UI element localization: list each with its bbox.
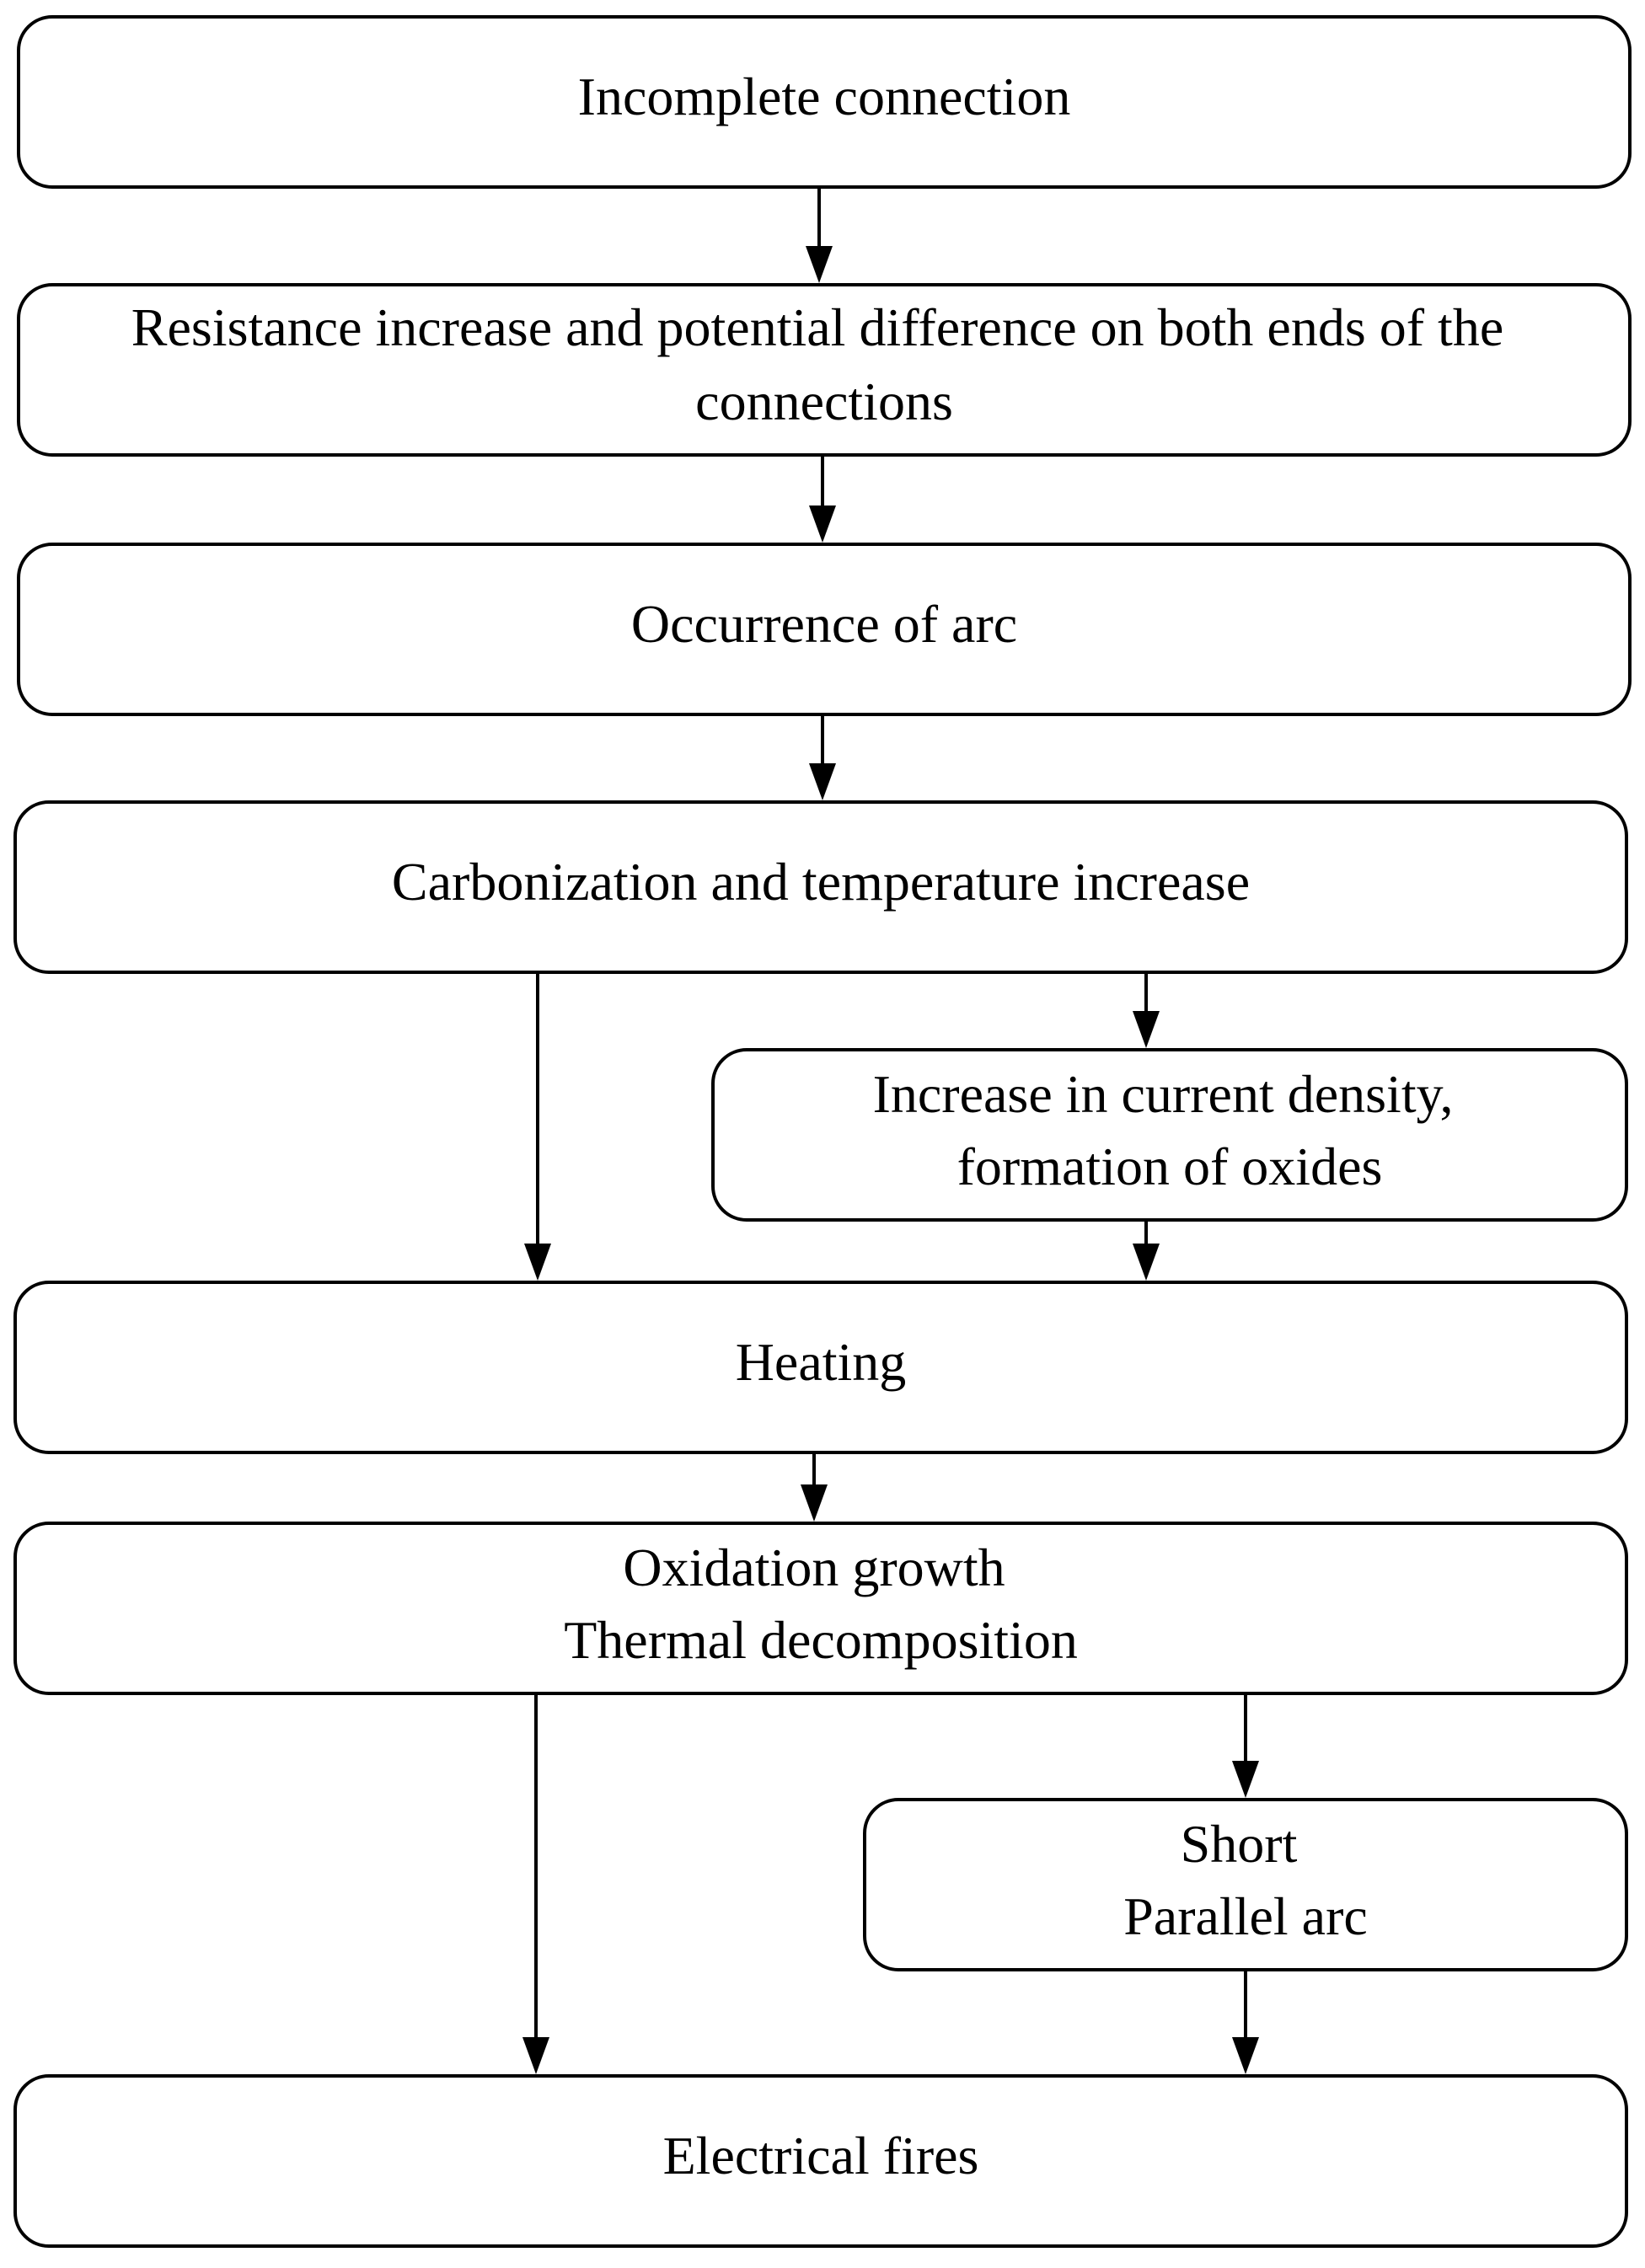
arrow-current-density-to-heating <box>1133 1220 1160 1281</box>
svg-text:Occurrence of arc <box>631 594 1017 654</box>
node-short-parallel-arc-line-1: Short <box>1180 1813 1298 1874</box>
arrow-oxidation-to-short-parallel-arc <box>1232 1693 1259 1798</box>
arrow-carbonization-to-heating <box>524 972 551 1281</box>
node-resistance-increase <box>19 285 1630 455</box>
node-heating-line-1: Heating <box>735 1331 907 1392</box>
svg-text:Carbonization and temperature <box>392 852 1250 912</box>
node-carbonization <box>15 802 1626 972</box>
node-resistance-increase-line-1: Resistance increase and potential difference on both ends of the <box>131 297 1504 357</box>
arrow-resistance-increase-to-occurrence-of-arc <box>809 455 836 543</box>
arrowhead-icon <box>1232 1761 1259 1798</box>
arrow-short-parallel-arc-to-electrical-fires <box>1232 1970 1259 2074</box>
arrow-occurrence-of-arc-to-carbonization <box>809 714 836 800</box>
arrowhead-icon <box>1232 2037 1259 2074</box>
arrowhead-icon <box>1133 1011 1160 1048</box>
node-short-parallel-arc <box>865 1800 1626 1970</box>
node-oxidation <box>15 1523 1626 1693</box>
arrowhead-icon <box>522 2037 549 2074</box>
arrow-heating-to-oxidation <box>801 1452 828 1522</box>
svg-text:Electrical fires <box>663 2126 979 2185</box>
node-incomplete-connection <box>19 17 1630 187</box>
arrowhead-icon <box>809 763 836 800</box>
node-resistance-increase-line-2: connections <box>695 371 953 431</box>
node-carbonization-line-1: Carbonization and temperature increase <box>391 851 1251 912</box>
arrow-oxidation-to-electrical-fires <box>522 1693 549 2074</box>
arrowhead-icon <box>809 505 836 543</box>
svg-text:Heating <box>736 1332 907 1392</box>
node-current-density-line-2: formation of oxides <box>956 1136 1383 1196</box>
node-occurrence-of-arc <box>19 544 1630 714</box>
node-oxidation-line-2: Thermal decomposition <box>564 1609 1078 1670</box>
svg-text:Incomplete connection <box>578 67 1071 126</box>
node-short-parallel-arc-line-2: Parallel arc <box>1123 1886 1368 1946</box>
node-occurrence-of-arc-line-1: Occurrence of arc <box>630 593 1018 654</box>
node-electrical-fires <box>15 2076 1626 2246</box>
node-current-density-line-1: Increase in current density, <box>872 1063 1454 1124</box>
node-oxidation-line-1: Oxidation growth <box>623 1537 1005 1597</box>
arrowhead-icon <box>1133 1244 1160 1281</box>
arrow-carbonization-to-current-density <box>1133 972 1160 1048</box>
node-incomplete-connection-line-1: Incomplete connection <box>577 66 1071 126</box>
arrowhead-icon <box>524 1244 551 1281</box>
node-heating <box>15 1282 1626 1452</box>
arrowhead-icon <box>806 246 833 283</box>
arrowhead-icon <box>801 1484 828 1522</box>
node-electrical-fires-line-1: Electrical fires <box>662 2125 979 2185</box>
arrow-incomplete-connection-to-resistance-increase <box>806 187 833 283</box>
node-current-density <box>713 1050 1626 1220</box>
